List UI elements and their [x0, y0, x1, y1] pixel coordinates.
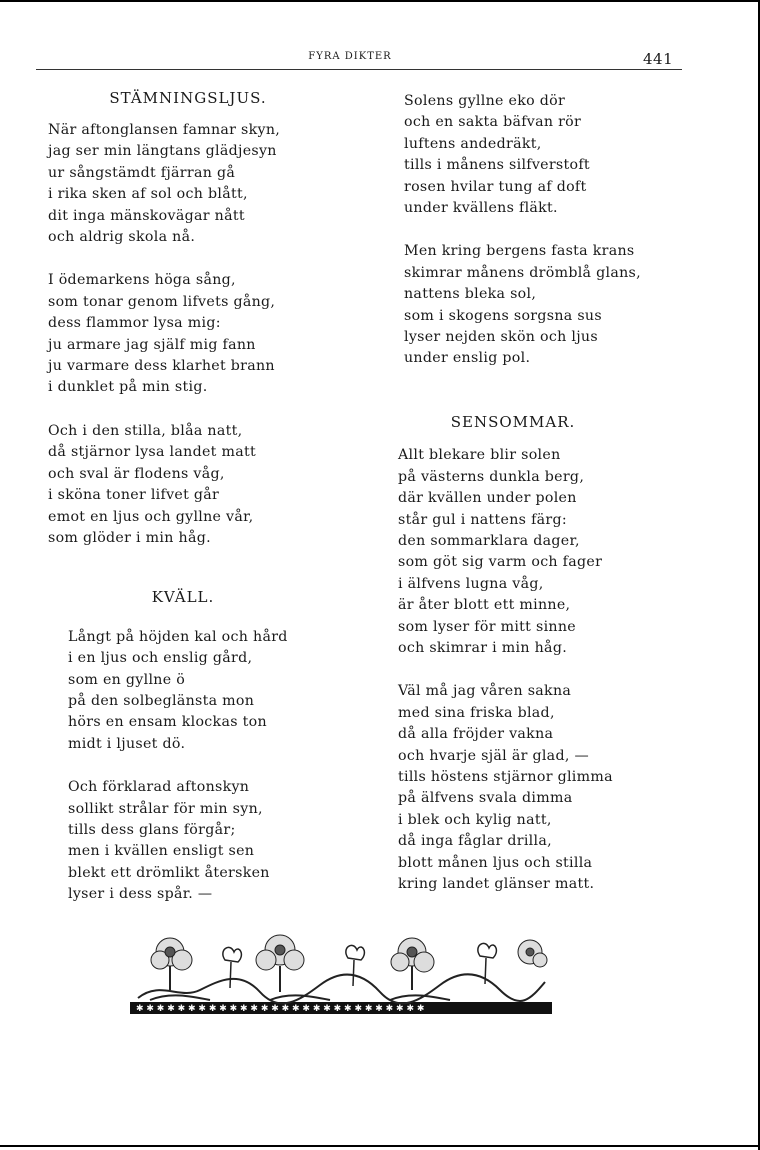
verse-line: som göt sig varm och fager	[398, 554, 603, 571]
verse-line: i älfvens lugna våg,	[398, 575, 544, 592]
verse-line: kring landet glänser matt.	[398, 876, 595, 892]
verse-line: blott månen ljus och stilla	[398, 854, 593, 871]
verse-line: hörs en ensam klockas ton	[68, 714, 267, 731]
verse-line: tills i månens silfverstoft	[404, 157, 590, 174]
verse-line: på älfvens svala dimma	[398, 790, 573, 807]
verse-line: midt i ljuset dö.	[68, 735, 186, 752]
verse-line: ju armare jag själf mig fann	[48, 336, 256, 353]
page-number: 441	[643, 50, 674, 68]
ornament-base-band	[130, 1002, 552, 1014]
page-border-bottom	[0, 1145, 760, 1147]
verse-line: då alla fröjder vakna	[398, 726, 554, 743]
verse-line: under enslig pol.	[404, 350, 531, 367]
verse-line: Solens gyllne eko dör	[404, 93, 566, 109]
verse-line: och sval är flodens våg,	[48, 465, 225, 482]
verse-line: på den solbeglänsta mon	[68, 692, 255, 709]
verse-line: tills dess glans förgår;	[68, 821, 236, 838]
right-column	[398, 91, 658, 895]
verse-line: dit inga mänskovägar nått	[48, 207, 245, 224]
stanza	[404, 91, 658, 219]
page-border-top	[0, 0, 760, 2]
verse-line: rosen hvilar tung af doft	[404, 178, 587, 195]
verse-line: där kvällen under polen	[398, 490, 577, 507]
stanza	[404, 241, 658, 369]
verse-line: tills höstens stjärnor glimma	[398, 768, 613, 785]
stanza	[48, 120, 338, 248]
verse-line: lyser i dess spår. —	[68, 886, 213, 903]
verse-line: som en gyllne ö	[68, 671, 186, 688]
header-rule	[36, 69, 682, 70]
verse-line: Väl må jag våren sakna	[398, 683, 572, 700]
verse-line: blekt ett drömlikt återsken	[68, 864, 270, 881]
verse-line: den sommarklara dager,	[398, 532, 580, 549]
verse-line: Och förklarad aftonskyn	[68, 779, 250, 796]
ornament-vines	[138, 974, 545, 1003]
stanza	[398, 445, 658, 659]
svg-text:✱ ✱ ✱ ✱ ✱ ✱ ✱ ✱ ✱ ✱ ✱ ✱ ✱ ✱ ✱: ✱ ✱ ✱ ✱ ✱ ✱ ✱ ✱ ✱ ✱ ✱ ✱ ✱ ✱ ✱ ✱ ✱ ✱ ✱ ✱ ✱ ✱ ✱ ✱ ✱ ✱ ✱ ✱	[136, 1004, 425, 1014]
ornament-flower-clusters	[151, 935, 547, 992]
verse-line: då stjärnor lysa landet matt	[48, 444, 256, 461]
verse-line: Långt på höjden kal och hård	[68, 628, 288, 645]
stanza	[68, 627, 338, 755]
kvall-body	[48, 627, 338, 906]
verse-line: i rika sken af sol och blått,	[48, 186, 248, 203]
verse-line: men i kvällen ensligt sen	[68, 843, 255, 860]
verse-line: som tonar genom lifvets gång,	[48, 293, 276, 310]
verse-line: i sköna toner lifvet går	[48, 487, 220, 504]
verse-line: sollikt strålar för min syn,	[68, 800, 263, 817]
poem-title-kvall: KVÄLL.	[151, 588, 215, 607]
verse-line: står gul i nattens färg:	[398, 511, 567, 528]
stanza	[48, 421, 338, 549]
verse-line: och en sakta bäfvan rör	[404, 114, 582, 131]
poem-title-sensommar: SENSOMMAR.	[450, 412, 576, 431]
verse-line: dess flammor lysa mig:	[48, 315, 221, 332]
stanza	[398, 681, 658, 895]
kvall-continued	[398, 91, 658, 370]
running-title: FYRA DIKTER	[308, 51, 392, 62]
verse-line: Men kring bergens fasta krans	[404, 243, 635, 260]
stanza	[68, 777, 338, 905]
verse-line: och hvarje själ är glad, —	[398, 747, 589, 764]
verse-line: och skimrar i min håg.	[398, 639, 568, 656]
stanza	[48, 270, 338, 398]
floral-vignette-icon	[130, 930, 552, 1020]
verse-line: nattens bleka sol,	[404, 286, 537, 303]
verse-line: skimrar månens drömblå glans,	[404, 264, 641, 281]
verse-line: luftens andedräkt,	[404, 135, 542, 152]
verse-line: emot en ljus och gyllne vår,	[48, 508, 254, 525]
verse-line: under kvällens fläkt.	[404, 200, 558, 217]
verse-line: ju varmare dess klarhet brann	[48, 358, 275, 375]
verse-line: i en ljus och enslig gård,	[68, 650, 253, 667]
verse-line: i blek och kylig natt,	[398, 811, 552, 828]
verse-line: som lyser för mitt sinne	[398, 618, 576, 635]
verse-line: Allt blekare blir solen	[398, 447, 561, 464]
poem-title-stamningsljus: STÄMNINGSLJUS.	[109, 89, 267, 107]
verse-line: med sina friska blad,	[398, 704, 555, 721]
verse-line: som i skogens sorgsna sus	[404, 307, 602, 324]
verse-line: lyser nejden skön och ljus	[404, 329, 598, 346]
left-column	[48, 89, 338, 906]
verse-line: då inga fåglar drilla,	[398, 833, 552, 850]
verse-line: ur sångstämdt fjärran gå	[48, 164, 236, 181]
verse-line: Och i den stilla, blåa natt,	[48, 422, 243, 439]
verse-line: I ödemarkens höga sång,	[48, 272, 236, 289]
verse-line: som glöder i min håg.	[48, 529, 211, 546]
verse-line: är åter blott ett minne,	[398, 597, 571, 614]
verse-line: på västerns dunkla berg,	[398, 468, 585, 485]
verse-line: i dunklet på min stig.	[48, 379, 208, 396]
verse-line: jag ser min längtans glädjesyn	[48, 143, 277, 160]
verse-line: och aldrig skola nå.	[48, 229, 196, 246]
verse-line: När aftonglansen famnar skyn,	[48, 122, 281, 138]
